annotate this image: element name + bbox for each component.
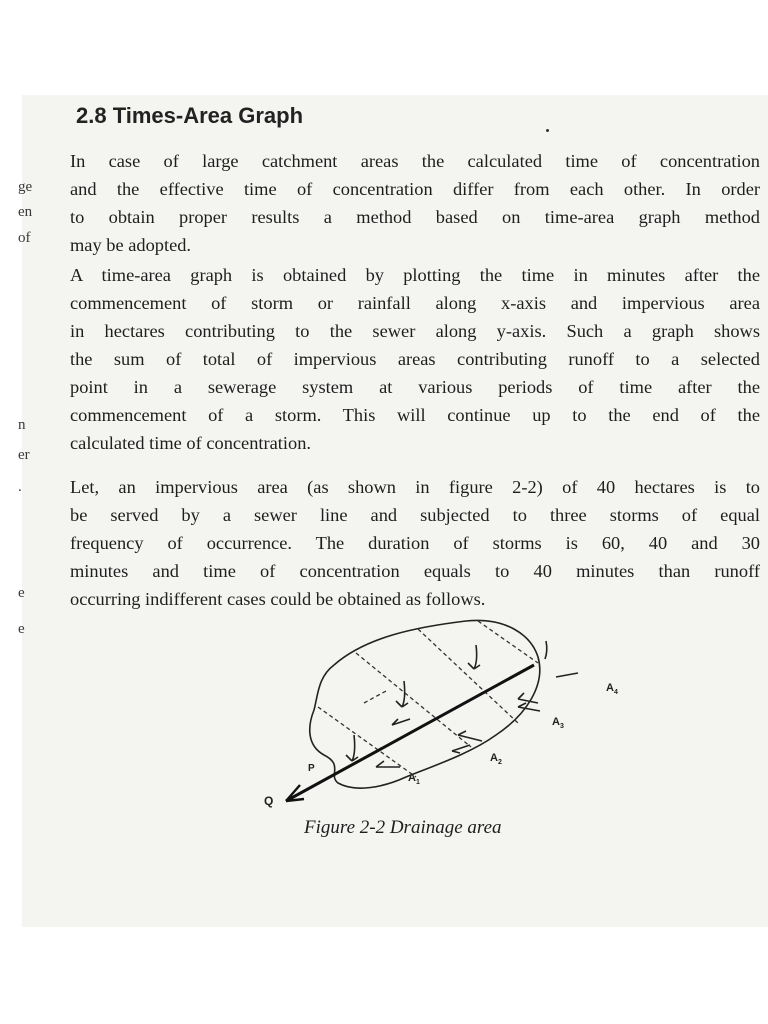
- margin-fragment: .: [18, 479, 22, 495]
- paragraph-line: occurring indifferent cases could be obtained as follows.: [70, 589, 486, 609]
- paragraph-line: be served by a sewer line and subjected to three storms of equal: [70, 505, 760, 525]
- subarea-label-a4: $A_4$: [606, 682, 618, 696]
- pipe-label: P: [308, 763, 315, 774]
- paragraph-2: [70, 261, 760, 457]
- paragraph-line: A time-area graph is obtained by plotting the time in minutes after the: [70, 265, 760, 285]
- ink-dot: [546, 129, 549, 132]
- book-page: [18, 95, 768, 927]
- paragraph-line: In case of large catchment areas the calculated time of concentration: [70, 151, 760, 171]
- paragraph-line: frequency of occurrence. The duration of storms is 60, 40 and 30: [70, 533, 760, 553]
- paragraph-line: calculated time of concentration.: [70, 433, 312, 453]
- paragraph-line: and the effective time of concentration differ from each other. In order: [70, 179, 760, 199]
- margin-fragment: n: [18, 417, 26, 433]
- catchment-boundary: [310, 620, 540, 788]
- paragraph-1: [70, 147, 760, 259]
- margin-fragment: of: [18, 230, 31, 246]
- margin-fragment: en: [18, 204, 33, 220]
- paragraph-line: in hectares contributing to the sewer along y-axis. Such a graph shows: [70, 321, 760, 341]
- subarea-label-a1: $A_1$: [408, 772, 420, 786]
- paragraph-line: may be adopted.: [70, 235, 192, 255]
- paragraph-line: the sum of total of impervious areas contributing runoff to a selected: [70, 349, 760, 369]
- paragraph-line: Let, an impervious area (as shown in figure 2-2) of 40 hectares is to: [70, 477, 760, 497]
- subarea-dividers: [318, 621, 538, 777]
- paragraph-line: commencement of storm or rainfall along x-axis and impervious area: [70, 293, 760, 313]
- margin-fragment: e: [18, 621, 25, 637]
- paragraph-line: commencement of a storm. This will continue up to the end of the: [70, 405, 760, 425]
- figure-caption: Figure 2-2 Drainage area: [304, 817, 502, 838]
- subarea-label-a3: $A_3$: [552, 716, 564, 730]
- paragraph-line: point in a sewerage system at various periods of time after the: [70, 377, 760, 397]
- paragraph-line: minutes and time of concentration equals to 40 minutes than runoff: [70, 561, 760, 581]
- margin-fragment: e: [18, 585, 25, 601]
- flow-arrow-icons: [346, 641, 578, 761]
- margin-fragment: ge: [18, 179, 33, 195]
- drainage-area-figure: [256, 615, 618, 815]
- section-heading: 2.8 Times-Area Graph: [76, 103, 304, 128]
- margin-fragment: er: [18, 447, 30, 463]
- paragraph-3: [70, 473, 760, 613]
- subarea-label-a2: $A_2$: [490, 752, 502, 766]
- paragraph-line: to obtain proper results a method based on time-area graph method: [70, 207, 760, 227]
- outlet-label: Q: [264, 794, 274, 808]
